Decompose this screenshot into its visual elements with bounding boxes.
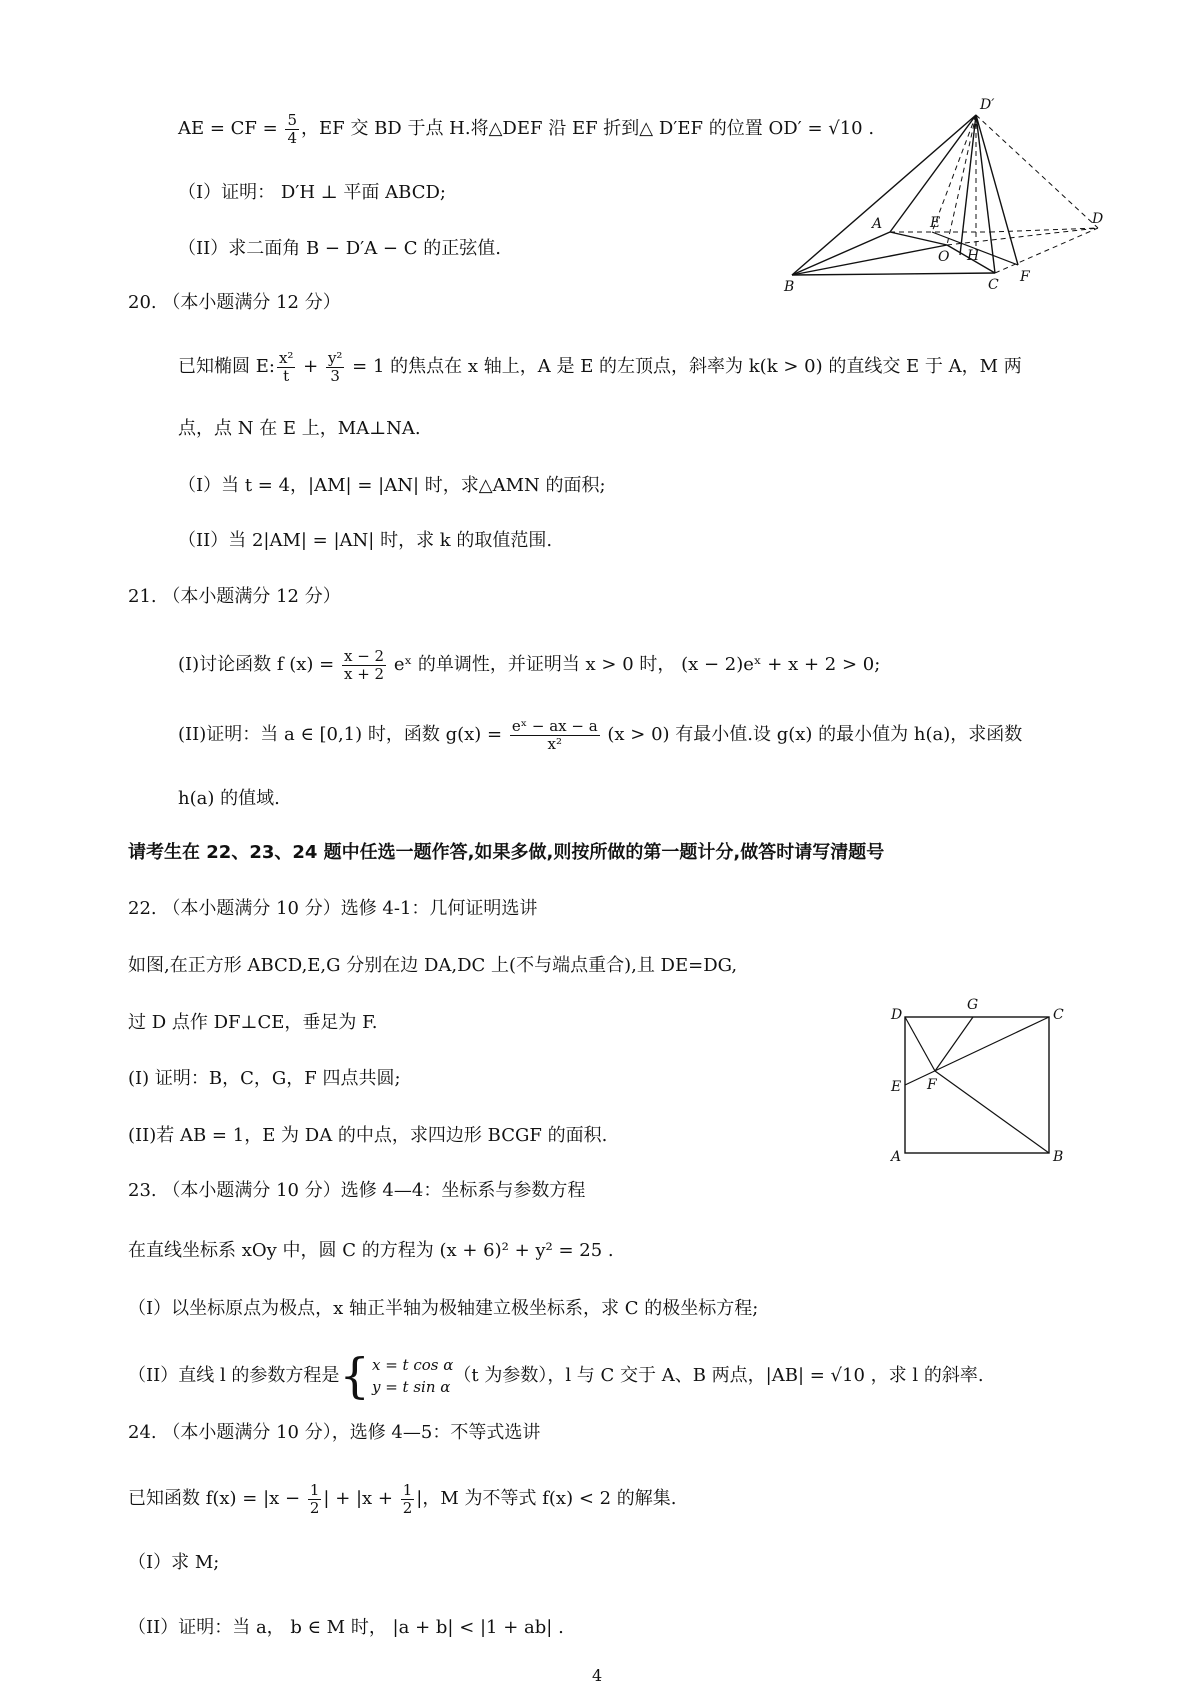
choose-instruction: 请考生在 22、23、24 题中任选一题作答,如果多做,则按所做的第一题计分,做答时请写清题号 [128,842,885,863]
page-number: 4 [592,1666,603,1685]
q21-ii-frac [510,718,600,752]
left-brace-icon: { [339,1348,370,1404]
q19-part-ii: （II）求二面角 B − D′A − C 的正弦值. [178,238,501,259]
q22-part-ii: (II)若 AB = 1，E 为 DA 的中点，求四边形 BCGF 的面积. [128,1125,608,1146]
q23-heading: 23. （本小题满分 10 分）选修 4—4：坐标系与参数方程 [128,1180,586,1201]
q24-frac1 [308,1482,322,1516]
q19-frac-num: 5 [287,111,297,129]
label-C: C [988,277,999,293]
q20-text-a: 已知椭圆 E: [178,356,275,377]
q24-frac2 [401,1482,415,1516]
q24-heading: 24. （本小题满分 10 分），选修 4—5：不等式选讲 [128,1422,541,1443]
q24-frac2-num: 1 [402,1481,413,1499]
q20-frac2 [326,350,345,384]
q20-frac1 [277,350,295,384]
q23-ii-text-b: （t 为参数），l 与 C 交于 A、B 两点，|AB| = √10 ，求 l 的斜率. [453,1365,984,1386]
q20-part-ii: （II）当 2|AM| = |AN| 时，求 k 的取值范围. [178,530,553,551]
q21-ii-frac-num: eˣ − ax − a [511,717,598,735]
q23-statement: 在直线坐标系 xOy 中，圆 C 的方程为 (x + 6)² + y² = 25 . [128,1240,614,1261]
q20-frac2-den: 3 [330,366,340,385]
label-O: O [938,249,950,265]
q19-fraction [285,112,299,146]
q24-text-a: 已知函数 f(x) = |x − [128,1488,306,1509]
square-figure [885,995,1065,1170]
q22-part-i: (I) 证明：B，C，G，F 四点共圆; [128,1068,401,1089]
q23-param-y: y = t sin α [371,1378,451,1396]
q21-i-text-a: (I)讨论函数 f (x) = [178,654,340,675]
q21-ii-frac-den: x² [547,734,562,753]
q21-part-ii [178,718,1022,752]
q21-i-frac-num: x − 2 [343,647,385,665]
q24-part-i: （I）求 M; [128,1552,220,1573]
q20-text-b: = 1 的焦点在 x 轴上，A 是 E 的左顶点，斜率为 k(k > 0) 的直线交 E 于 A，M 两 [346,356,1022,377]
q21-i-frac-den: x + 2 [343,664,385,683]
q21-part-i [178,648,880,682]
q24-statement [128,1482,677,1516]
sq-label-D: D [891,1007,903,1023]
q24-frac1-den: 2 [309,1498,320,1517]
q24-frac2-den: 2 [402,1498,413,1517]
label-B: B [784,279,795,295]
sq-label-F: F [927,1077,937,1093]
label-E: E [930,215,941,231]
q20-frac1-den: t [283,366,290,385]
q21-ii-text-b: (x > 0) 有最小值.设 g(x) 的最小值为 h(a)，求函数 [601,724,1023,745]
sq-label-B: B [1053,1149,1064,1165]
q19-given-b: ，EF 交 BD 于点 H.将△DEF 沿 EF 折到△ D′EF 的位置 OD′ = √10 . [301,118,875,139]
q24-part-ii: （II）证明：当 a， b ∈ M 时， |a + b| < |1 + ab| . [128,1617,564,1638]
sq-label-A: A [891,1149,902,1165]
q23-part-ii [128,1348,984,1404]
pyramid-figure [780,95,1110,305]
q22-statement: 如图,在正方形 ABCD,E,G 分别在边 DA,DC 上(不与端点重合),且 DE=DG, [128,955,738,976]
q22-heading: 22. （本小题满分 10 分）选修 4-1：几何证明选讲 [128,898,538,919]
q21-part-ii-cont: h(a) 的值域. [178,788,280,809]
q19-given-a: AE = CF = [178,118,284,139]
label-D: D [1092,211,1104,227]
q21-heading: 21. （本小题满分 12 分） [128,586,341,607]
label-F: F [1020,269,1030,285]
label-Dprime: D′ [980,97,995,113]
label-H: H [967,248,980,264]
q24-text-b: |，M 为不等式 f(x) < 2 的解集. [416,1488,677,1509]
q19-given-line [178,112,874,146]
q23-param-system [339,1348,454,1404]
q21-i-text-b: eˣ 的单调性，并证明当 x > 0 时， (x − 2)eˣ + x + 2 > 0; [388,654,881,675]
q24-frac1-num: 1 [309,1481,320,1499]
q20-statement [178,350,1022,384]
q20-heading: 20. （本小题满分 12 分） [128,292,341,313]
q20-part-i: （I）当 t = 4，|AM| = |AN| 时，求△AMN 的面积; [178,475,606,496]
q19-part-i: （I）证明： D′H ⊥ 平面 ABCD; [178,182,446,203]
q20-frac2-num: y² [327,349,343,367]
q23-ii-text-a: （II）直线 l 的参数方程是 [128,1365,340,1386]
q21-i-frac [342,648,386,682]
q19-frac-den: 4 [287,128,297,147]
sq-label-E: E [891,1079,902,1095]
q20-statement-cont: 点，点 N 在 E 上，MA⊥NA. [178,418,421,439]
q22-statement-cont: 过 D 点作 DF⊥CE，垂足为 F. [128,1012,378,1033]
q21-ii-text-a: (II)证明：当 a ∈ [0,1) 时，函数 g(x) = [178,724,508,745]
q20-plus: + [297,356,324,377]
q23-part-i: （I）以坐标原点为极点，x 轴正半轴为极轴建立极坐标系，求 C 的极坐标方程; [128,1298,759,1319]
q20-frac1-num: x² [278,349,294,367]
q23-param-x: x = t cos α [371,1355,454,1374]
q24-text-mid: | + |x + [323,1488,399,1509]
label-A: A [872,216,883,232]
sq-label-C: C [1053,1007,1064,1023]
sq-label-G: G [967,997,979,1013]
